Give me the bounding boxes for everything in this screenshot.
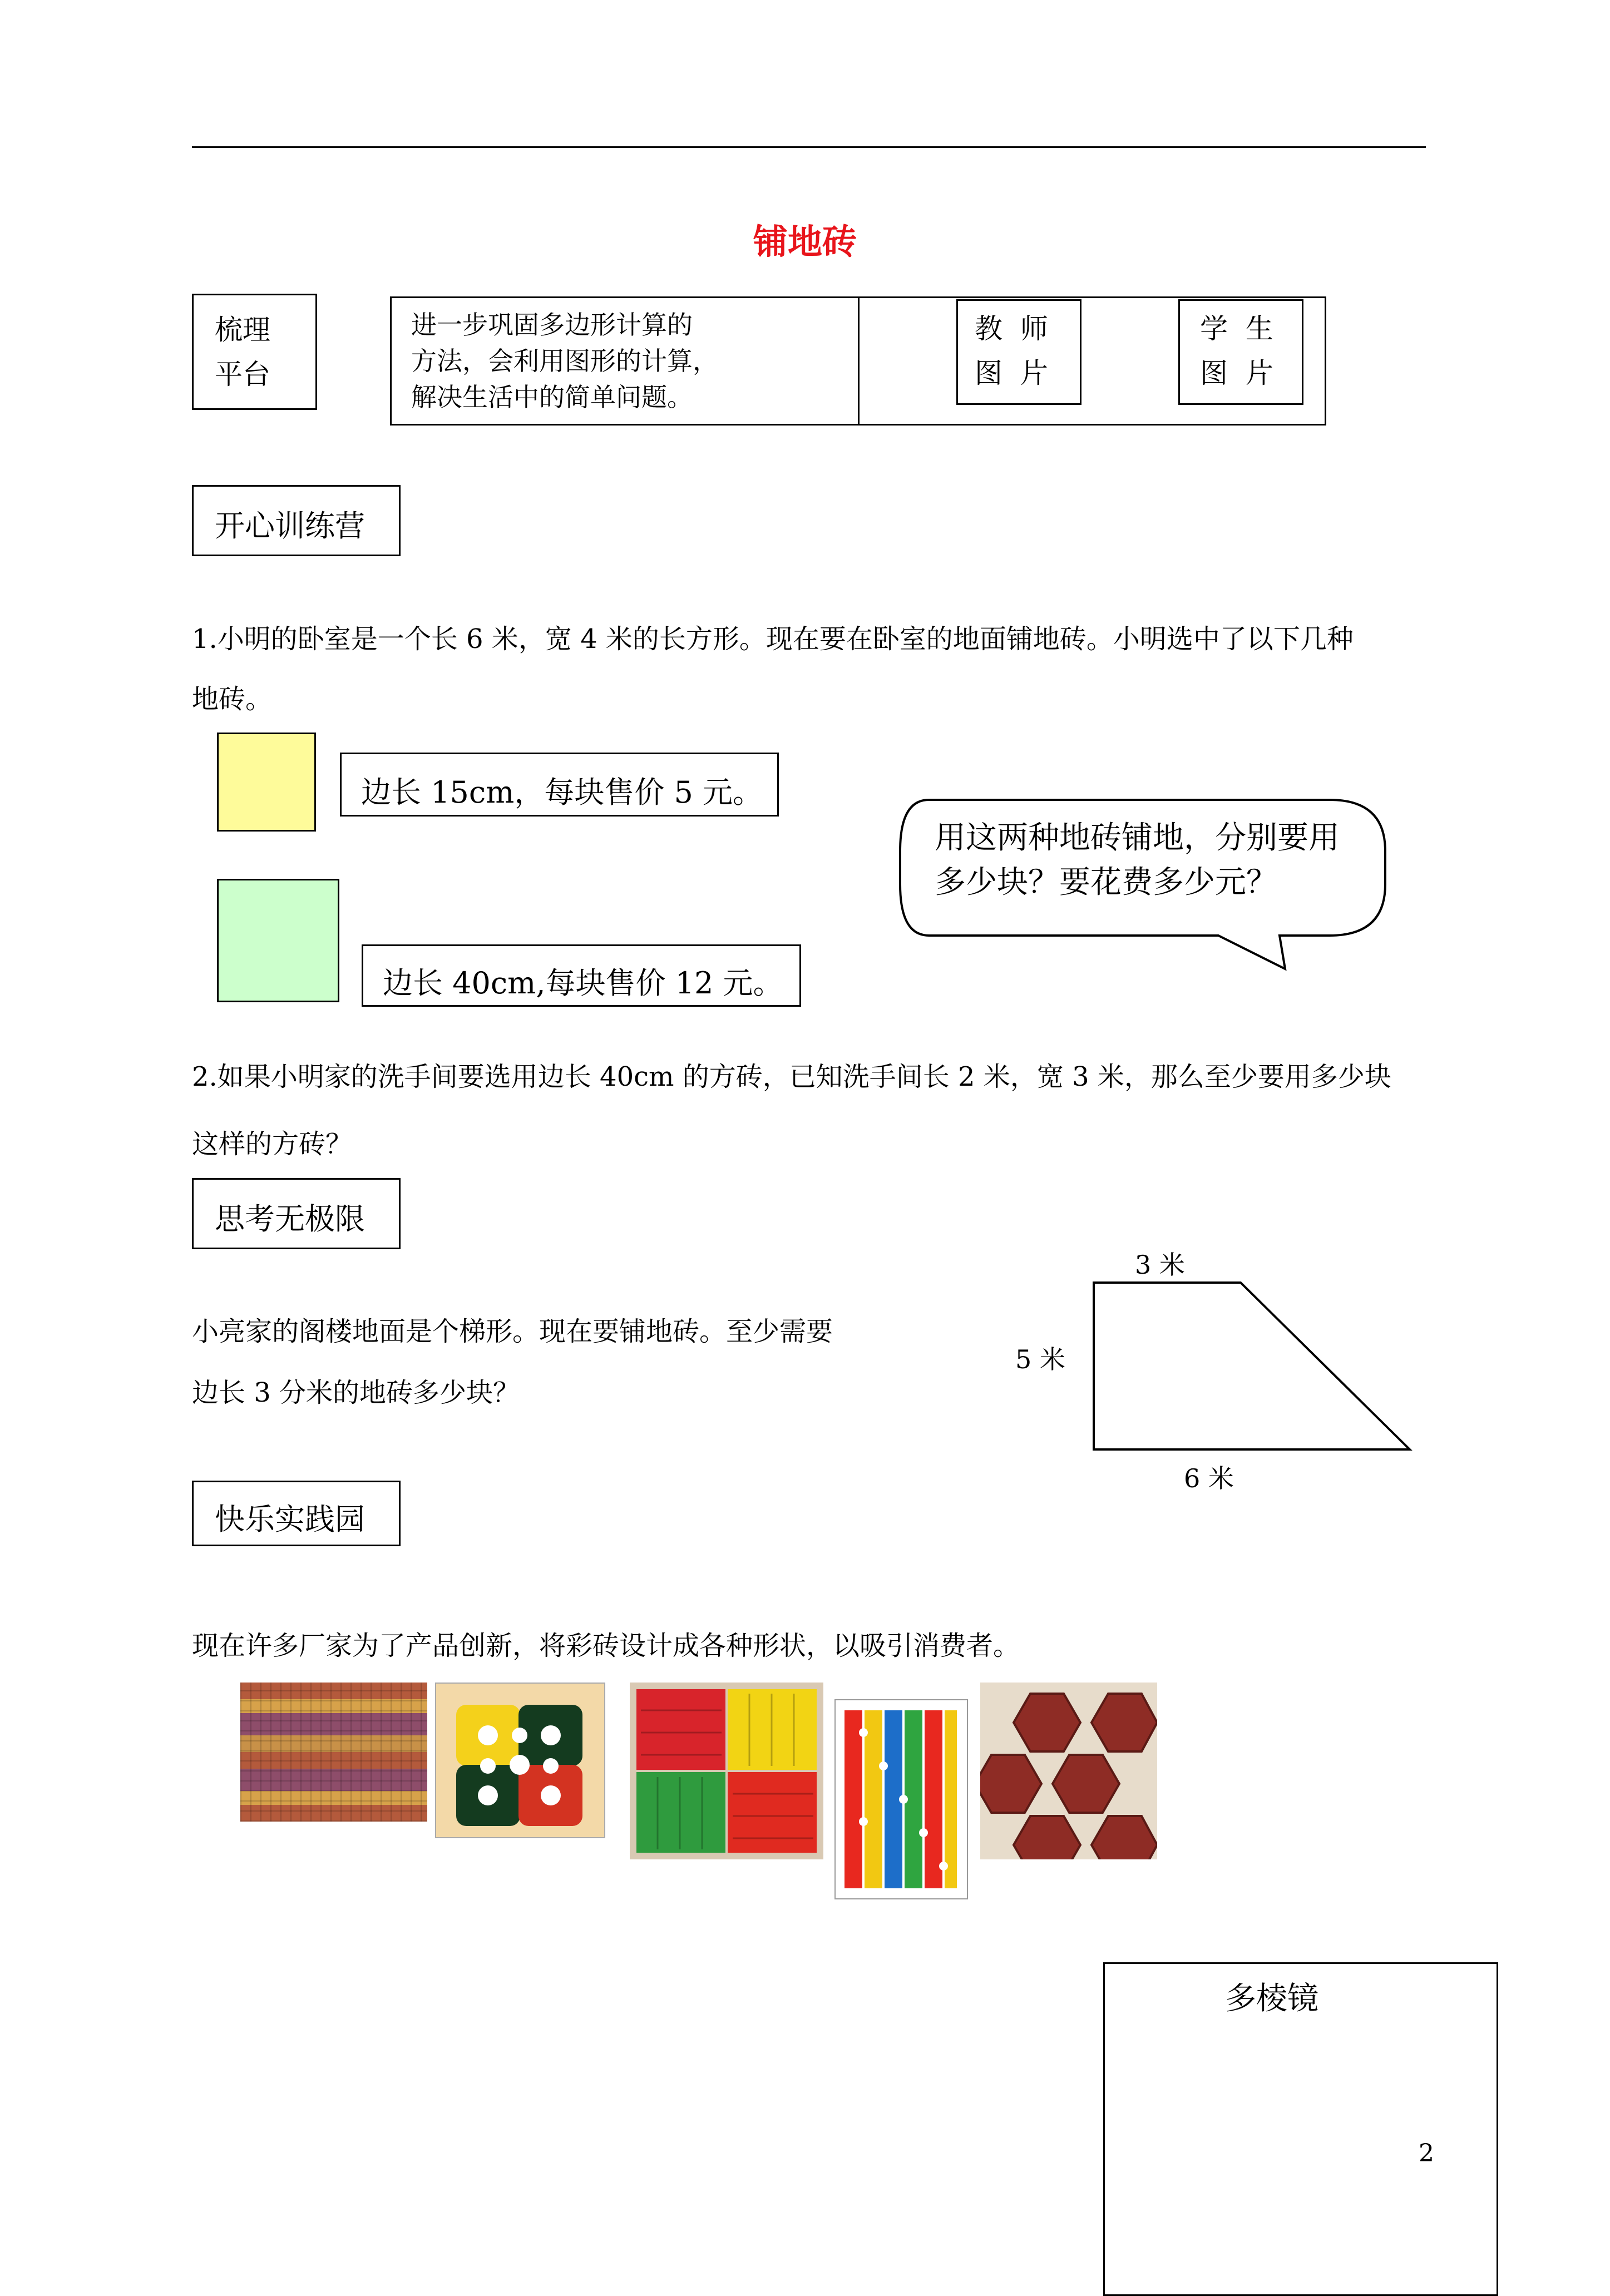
q1-line-1: 1.小明的卧室是一个长 6 米，宽 4 米的长方形。现在要在卧室的地面铺地砖。小明选中了以下几种 [192,624,1354,655]
s2-text-line-1: 小亮家的阁楼地面是个梯形。现在要铺地砖。至少需要 [192,1316,833,1347]
q1-line-2: 地砖。 [192,684,273,715]
objective-line-3: 解决生活中的简单问题。 [411,382,693,412]
page-title: 铺地砖 [753,221,857,262]
section-heading-box-3 [192,1481,401,1546]
section-heading-box-2 [192,1178,401,1249]
page-number: 2 [1419,2139,1434,2168]
section-heading-box-1 [192,485,401,556]
objective-line-1: 进一步巩固多边形计算的 [411,310,693,340]
student-picture-box [1178,299,1303,405]
teacher-picture-label: 教 师 图 片 [975,313,1053,389]
s2-text-line-2: 边长 3 分米的地砖多少块？ [192,1377,520,1408]
table-divider [858,298,860,424]
trapezoid-height-label: 5 米 [1015,1344,1065,1374]
green-tile-sample [217,879,339,1002]
section-heading-1: 开心训练营 [215,508,365,543]
cross-tiles-photo [435,1683,605,1838]
section-heading-3: 快乐实践园 [215,1502,365,1537]
yellow-tile-caption-box [340,753,779,817]
yellow-tile-caption: 边长 15cm，每块售价 5 元。 [361,775,763,810]
q2-line-2: 这样的方砖？ [192,1129,353,1160]
objective-line-2: 方法，会利用图形的计算， [411,346,718,376]
prism-side-box [1103,1962,1498,2296]
brick-pattern-photo [240,1683,427,1822]
yellow-tile-sample [217,733,316,832]
wave-stripe-tiles-photo [834,1699,968,1899]
s3-text: 现在许多厂家为了产品创新，将彩砖设计成各种形状，以吸引消费者。 [192,1630,1020,1661]
teacher-picture-box [956,299,1081,405]
prism-box-title: 多棱镜 [1225,1981,1318,2017]
section-heading-2: 思考无极限 [215,1201,365,1236]
bubble-line-2: 多少块？要花费多少元？ [935,864,1277,900]
header-rule [192,146,1426,148]
trapezoid-top-label: 3 米 [1135,1250,1185,1280]
topic-label-box [192,294,317,410]
hexagon-tiles-photo [980,1683,1157,1859]
trapezoid-bottom-label: 6 米 [1184,1463,1234,1493]
trapezoid-figure [1085,1274,1419,1457]
color-square-tiles-photo [630,1683,823,1859]
green-tile-caption: 边长 40cm,每块售价 12 元。 [383,966,783,1001]
topic-label: 梳理平台 [215,314,270,390]
bubble-line-1: 用这两种地砖铺地，分别要用 [935,820,1340,856]
q2-line-1: 2.如果小明家的洗手间要选用边长 40cm 的方砖，已知洗手间长 2 米，宽 3 米，那么至少要用多少块 [192,1061,1391,1092]
student-picture-label: 学 生 图 片 [1200,313,1278,389]
green-tile-caption-box [362,944,801,1007]
